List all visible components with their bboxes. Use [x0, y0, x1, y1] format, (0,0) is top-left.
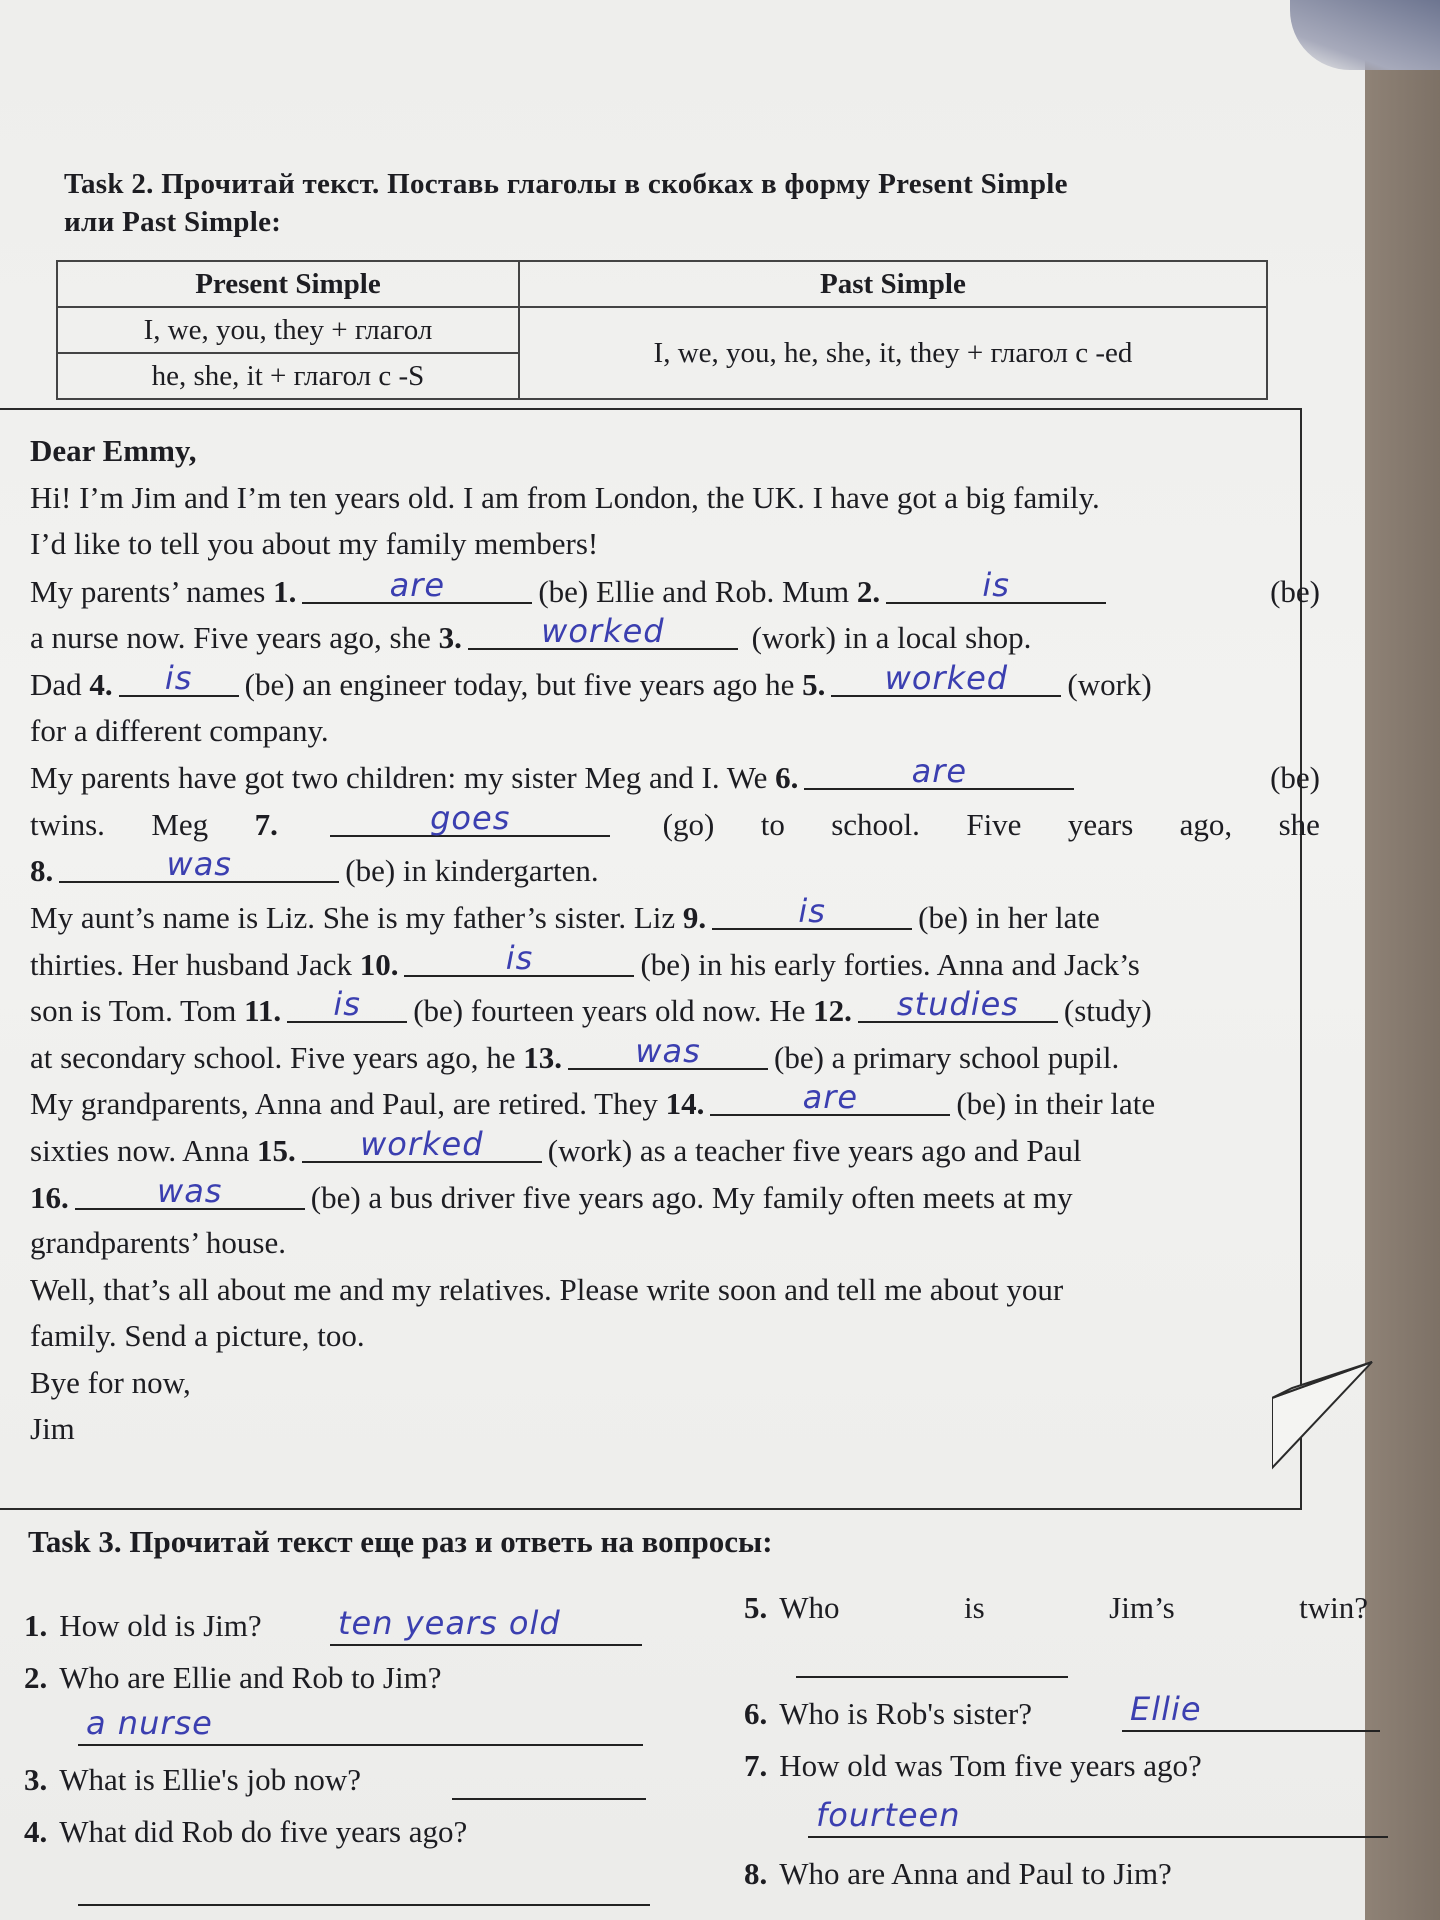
blank-16[interactable]: was	[75, 1174, 305, 1210]
past-rule: I, we, you, he, she, it, they + глагол с -ed	[519, 307, 1267, 399]
blank-5[interactable]: worked	[831, 661, 1061, 697]
question-7: 7. How old was Tom five years ago?	[744, 1748, 1202, 1783]
answer-3[interactable]	[452, 1762, 646, 1800]
letter-text	[30, 428, 1330, 1453]
task2-title-line1: Task 2. Прочитай текст. Поставь глаголы в скобках в форму Present Simple	[64, 168, 1068, 200]
blank-4[interactable]: is	[119, 661, 239, 697]
answer-4[interactable]	[78, 1868, 650, 1906]
blank-1[interactable]: are	[302, 568, 532, 604]
letter-line: Well, that’s all about me and my relatives. Please write soon and tell me about your	[30, 1271, 1064, 1307]
question-1: 1. How old is Jim?	[24, 1608, 262, 1643]
blank-11[interactable]: is	[287, 987, 407, 1023]
blank-7[interactable]: goes	[330, 801, 610, 837]
question-2: 2. Who are Ellie and Rob to Jim?	[24, 1660, 442, 1695]
letter-line: grandparents’ house.	[30, 1225, 286, 1261]
question-5: 5. Who is Jim’s twin?	[744, 1590, 1368, 1625]
present-rule-plural: I, we, you, they + глагол	[57, 307, 519, 353]
letter-signature: Jim	[30, 1411, 75, 1447]
blank-3[interactable]: worked	[468, 614, 738, 650]
question-3: 3. What is Ellie's job now?	[24, 1762, 362, 1797]
letter-line: 16. was (be) a bus driver five years ago. My family often meets at my	[30, 1171, 1073, 1215]
letter-line: My parents have got two children: my sister Meg and I. We 6. are (be)	[30, 752, 1320, 796]
blank-12[interactable]: studies	[858, 987, 1058, 1023]
letter-line: twins. Meg 7. goes (go) to school. Five years ago, she	[30, 798, 1320, 842]
blank-9[interactable]: is	[712, 894, 912, 930]
answer-2[interactable]: a nurse	[78, 1708, 643, 1746]
letter-line: a nurse now. Five years ago, she 3. worked (work) in a local shop.	[30, 612, 1032, 656]
blank-10[interactable]: is	[404, 941, 634, 977]
letter-line: Bye for now,	[30, 1364, 191, 1400]
letter-line: Hi! I’m Jim and I’m ten years old. I am from London, the UK. I have got a big family.	[30, 479, 1100, 515]
past-simple-header: Past Simple	[519, 261, 1267, 307]
task3-title: Task 3. Прочитай текст еще раз и ответь на вопросы:	[28, 1524, 773, 1559]
question-4: 4. What did Rob do five years ago?	[24, 1814, 468, 1849]
letter-line: 8. was (be) in kindergarten.	[30, 845, 599, 889]
letter-line: thirties. Her husband Jack 10. is (be) in his early forties. Anna and Jack’s	[30, 938, 1140, 982]
letter-line: family. Send a picture, too.	[30, 1318, 365, 1354]
letter-line: Dad 4. is (be) an engineer today, but five years ago he 5. worked (work)	[30, 658, 1152, 702]
task2-title	[64, 165, 1264, 241]
answer-5[interactable]	[796, 1640, 1068, 1678]
answer-6[interactable]: Ellie	[1122, 1694, 1380, 1732]
blank-13[interactable]: was	[568, 1034, 768, 1070]
present-rule-third-person: he, she, it + глагол с -S	[57, 353, 519, 399]
letter-line: son is Tom. Tom 11. is (be) fourteen years old now. He 12. studies (study)	[30, 985, 1152, 1029]
blank-14[interactable]: are	[710, 1080, 950, 1116]
letter-line: at secondary school. Five years ago, he 13. was (be) a primary school pupil.	[30, 1031, 1120, 1075]
letter-line: sixties now. Anna 15. worked (work) as a teacher five years ago and Paul	[30, 1124, 1082, 1168]
question-8: 8. Who are Anna and Paul to Jim?	[744, 1856, 1172, 1891]
letter-line: for a different company.	[30, 712, 329, 748]
question-6: 6. Who is Rob's sister?	[744, 1696, 1032, 1731]
blank-6[interactable]: are	[804, 754, 1074, 790]
letter-line: My parents’ names 1. are (be) Ellie and Rob. Mum 2. is (be)	[30, 565, 1320, 609]
answer-7[interactable]: fourteen	[808, 1800, 1388, 1838]
blank-2[interactable]: is	[886, 568, 1106, 604]
blank-15[interactable]: worked	[302, 1127, 542, 1163]
letter-line: My grandparents, Anna and Paul, are retired. They 14. are (be) in their late	[30, 1078, 1156, 1122]
present-simple-header: Present Simple	[57, 261, 519, 307]
letter-line: My aunt’s name is Liz. She is my father’s sister. Liz 9. is (be) in her late	[30, 891, 1100, 935]
letter-greeting: Dear Emmy,	[30, 433, 197, 468]
task2-title-line2: или Past Simple:	[64, 206, 282, 238]
grammar-rules-table	[56, 260, 1268, 400]
answer-1[interactable]: ten years old	[330, 1608, 642, 1646]
letter-line: I’d like to tell you about my family members!	[30, 526, 599, 562]
blank-8[interactable]: was	[59, 847, 339, 883]
